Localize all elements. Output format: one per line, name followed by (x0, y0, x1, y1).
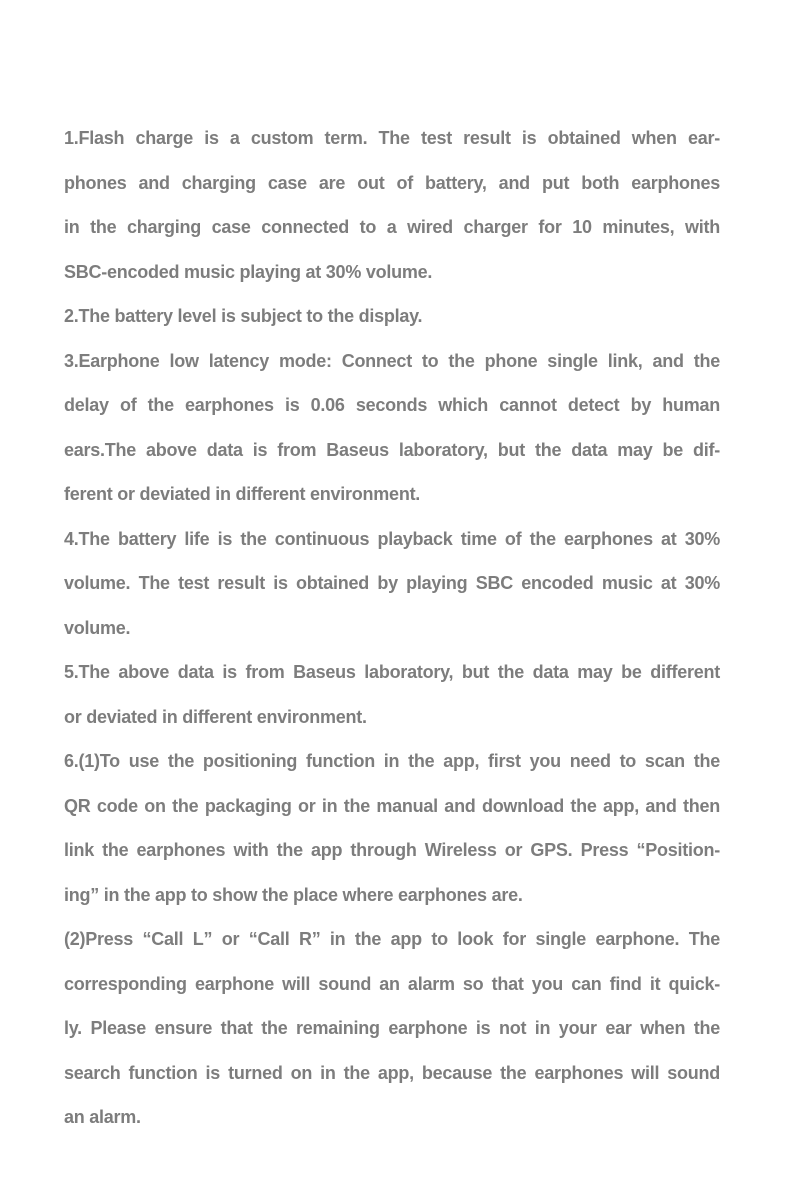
text-line: 6.(1)To use the positioning function in the app, first you need to scan the (64, 751, 720, 771)
paragraph (64, 116, 720, 294)
text-line: or deviated in different environment. (64, 706, 367, 727)
text-line: ly. Please ensure that the remaining earphone is not in your ear when the (64, 1018, 720, 1038)
paragraph (64, 917, 720, 1140)
text-line: an alarm. (64, 1107, 141, 1127)
text-line: 4.The battery life is the continuous playback time of the earphones at 30% (64, 528, 720, 549)
text-line: 2.The battery level is subject to the display. (64, 306, 423, 326)
text-line: ears.The above data is from Baseus laboratory, but the data may be dif- (64, 439, 720, 460)
text-line: (2)Press “Call L” or “Call R” in the app to look for single earphone. The (64, 929, 720, 949)
paragraph (64, 517, 720, 651)
paragraph (64, 339, 720, 517)
text-line: 1.Flash charge is a custom term. The test result is obtained when ear- (64, 128, 720, 148)
text-line: link the earphones with the app through Wireless or GPS. Press “Position- (64, 840, 720, 860)
text-line: search function is turned on in the app, because the earphones will sound (64, 1062, 720, 1083)
text-line: 3.Earphone low latency mode: Connect to the phone single link, and the (64, 350, 720, 371)
paragraph (64, 650, 720, 739)
text-line: ferent or deviated in different environment. (64, 484, 421, 504)
text-line: delay of the earphones is 0.06 seconds which cannot detect by human (64, 395, 720, 415)
text-line: QR code on the packaging or in the manual and download the app, and then (64, 795, 720, 816)
text-line: volume. (64, 617, 131, 638)
document-body (64, 116, 720, 1140)
text-line: ing” in the app to show the place where earphones are. (64, 884, 523, 905)
text-line: corresponding earphone will sound an alarm so that you can find it quick- (64, 973, 720, 994)
paragraph (64, 294, 720, 339)
text-line: 5.The above data is from Baseus laboratory, but the data may be different (64, 662, 720, 682)
paragraph (64, 739, 720, 917)
text-line: in the charging case connected to a wired charger for 10 minutes, with (64, 217, 720, 237)
text-line: volume. The test result is obtained by playing SBC encoded music at 30% (64, 573, 720, 593)
text-line: phones and charging case are out of battery, and put both earphones (64, 172, 720, 193)
text-line: SBC-encoded music playing at 30% volume. (64, 261, 433, 282)
